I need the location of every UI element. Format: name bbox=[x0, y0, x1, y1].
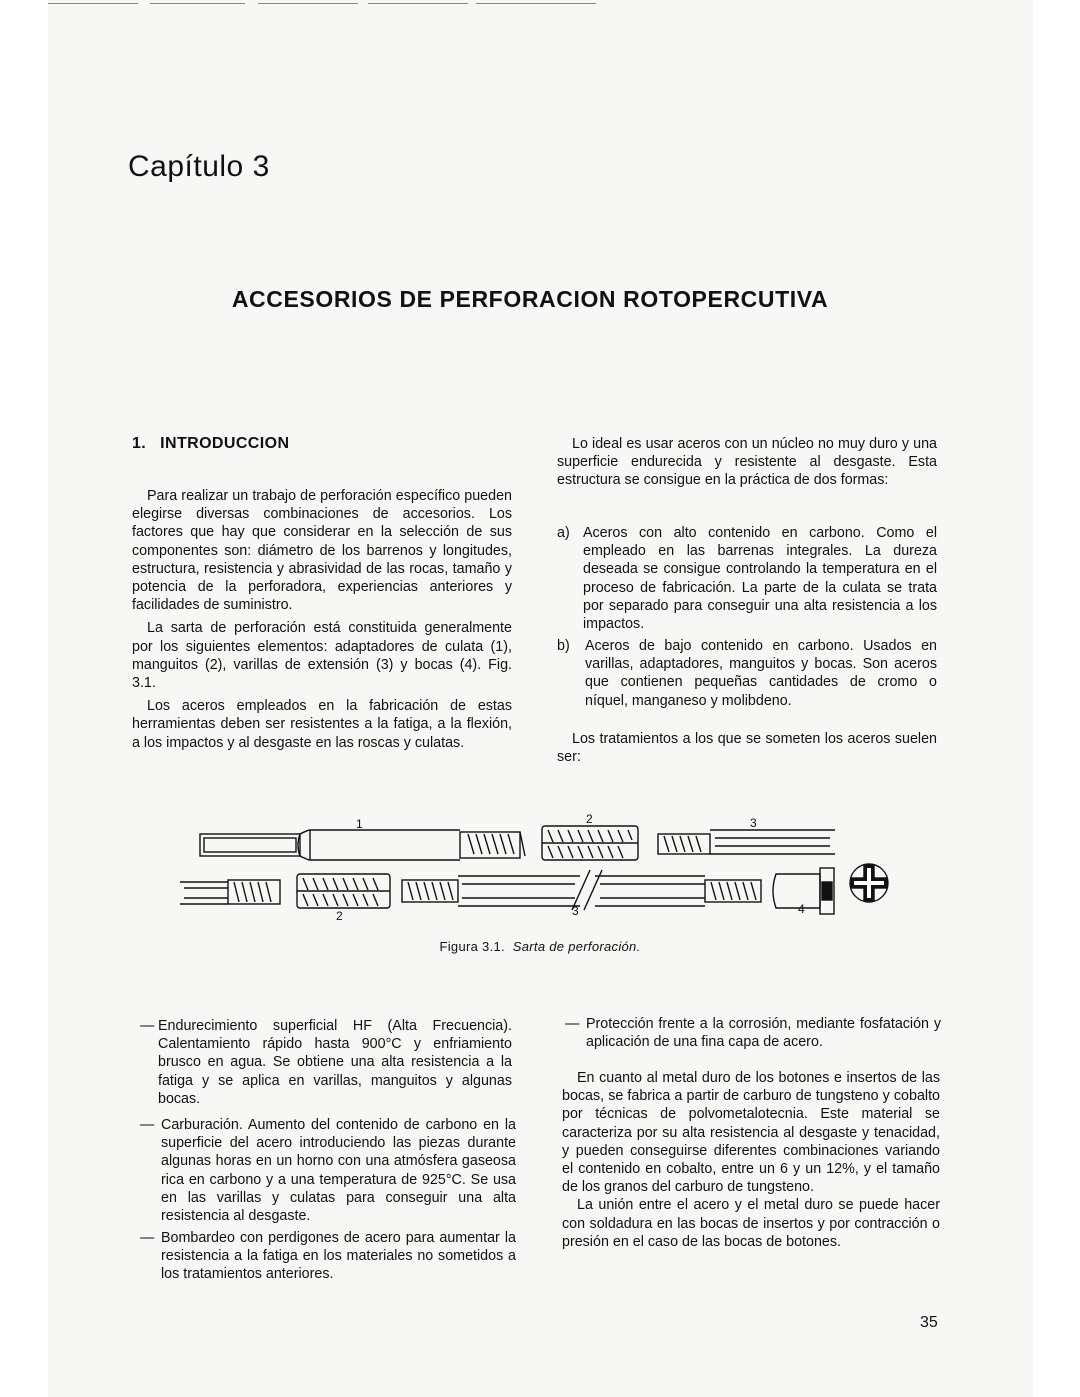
paragraph: Para realizar un trabajo de perforación específico pueden elegirse diversas combinaciones de accesorios. Los factores que hay que considerar en la selección de sus componentes son: diámetro de los barrenos y longitudes, estructura, resistencia y abrasividad de las rocas, tamaño y potencia de la perforadora, experiencias anteriores y facilidades de suministro. bbox=[132, 488, 512, 614]
list-text: Endurecimiento superficial HF (Alta Frecuencia). Calentamiento rápido hasta 900°C y enfriamiento brusco en agua. Se obtiene una alta resistencia a la fatiga y se aplica en varillas, manguitos y algunas bocas. bbox=[158, 1018, 512, 1107]
paragraph: En cuanto al metal duro de los botones e insertos de las bocas, se fabrica a partir de carburo de tungsteno y cobalto por técnicas de polvometalotecnia. Este material se caracteriza por su alta resistencia al desgaste y tenacidad, y pueden conseguirse diferentes combinaciones variando el contenido en cobalto, entre un 6 y un 12%, y el tamaño de los granos del carburo de tungsteno. bbox=[562, 1070, 940, 1196]
list-marker: — bbox=[140, 1018, 155, 1034]
figure-number: Figura 3.1. bbox=[439, 939, 505, 954]
figure-label: 2 bbox=[336, 909, 343, 923]
right-bottom-text bbox=[562, 1069, 940, 1251]
list-text: Protección frente a la corrosión, mediante fosfatación y aplicación de una fina capa de acero. bbox=[586, 1016, 941, 1051]
list-marker: — bbox=[140, 1117, 155, 1133]
paragraph: La sarta de perforación está constituida generalmente por los siguientes elementos: adaptadores de culata (1), manguitos (2), varillas de extensión (3) y bocas (4). Fig. 3.1. bbox=[132, 620, 512, 692]
left-column-text bbox=[132, 487, 512, 752]
figure-label: 3 bbox=[750, 816, 757, 830]
drill-string-figure bbox=[170, 812, 910, 932]
list-marker: a) bbox=[557, 525, 570, 541]
top-rule bbox=[48, 3, 138, 4]
paragraph: Los tratamientos a los que se someten los aceros suelen ser: bbox=[557, 731, 937, 766]
coupling-sleeve-drawing bbox=[297, 874, 390, 908]
page-number: 35 bbox=[920, 1314, 938, 1331]
figure-label: 3 bbox=[572, 904, 579, 918]
extension-rod-drawing bbox=[402, 870, 761, 910]
section-title: INTRODUCCION bbox=[160, 435, 290, 452]
list-text: Aceros con alto contenido en carbono. Como el empleado en las barrenas integrales. La dureza deseada se consigue controlando la temperatura en el proceso de fabricación. La parte de la culata se trata por separado para conseguir una alta resistencia a los impactos. bbox=[583, 525, 937, 633]
figure-caption bbox=[0, 939, 1080, 954]
figure-label: 2 bbox=[586, 812, 593, 826]
list-text: Aceros de bajo contenido en carbono. Usados en varillas, adaptadores, manguitos y bocas. Son aceros que contienen pequeñas cantidades de cromo o níquel, manganeso y molibdeno. bbox=[585, 638, 937, 709]
top-rule bbox=[150, 3, 245, 4]
top-rule bbox=[476, 3, 596, 4]
list-item bbox=[557, 637, 937, 717]
top-rule bbox=[258, 3, 358, 4]
rod-end-drawing bbox=[180, 880, 280, 904]
right-intro bbox=[557, 435, 937, 490]
figure-label: 1 bbox=[356, 817, 363, 831]
coupling-sleeve-drawing bbox=[542, 826, 638, 860]
right-treatments-intro bbox=[557, 730, 937, 766]
list-marker: b) bbox=[557, 638, 570, 654]
section-heading bbox=[132, 435, 289, 453]
list-text: Bombardeo con perdigones de acero para aumentar la resistencia a la fatiga en los materiales no sometidos a los tratamientos anteriores. bbox=[161, 1230, 516, 1283]
list-text: Carburación. Aumento del contenido de carbono en la superficie del acero introduciendo las piezas durante algunas horas en un horno con una atmósfera gaseosa rica en carbono y a una temperatura de 925°C. Se usa en las varillas y culatas para conseguir una alta resistencia al desgaste. bbox=[161, 1117, 516, 1225]
paragraph: La unión entre el acero y el metal duro se puede hacer con soldadura en las bocas de insertos y por contracción o presión en el caso de las bocas de botones. bbox=[562, 1197, 940, 1250]
list-item bbox=[140, 1017, 512, 1109]
list-item bbox=[557, 524, 937, 634]
figure-caption-text: Sarta de perforación. bbox=[512, 939, 641, 954]
bit-face-drawing bbox=[850, 864, 888, 902]
figure-label: 4 bbox=[798, 902, 805, 916]
list-item bbox=[140, 1229, 516, 1285]
paragraph: Lo ideal es usar aceros con un núcleo no muy duro y una superficie endurecida y resistente al desgaste. Esta estructura se consigue en la práctica de dos formas: bbox=[557, 436, 937, 489]
paragraph: Los aceros empleados en la fabricación de estas herramientas deben ser resistentes a la fatiga, a la flexión, a los impactos y al desgaste en las roscas y culatas. bbox=[132, 698, 512, 751]
top-rule bbox=[368, 3, 468, 4]
section-number: 1. bbox=[132, 435, 147, 452]
list-item bbox=[140, 1116, 516, 1226]
list-marker: — bbox=[565, 1016, 580, 1032]
list-item bbox=[565, 1015, 941, 1055]
list-marker: — bbox=[140, 1230, 155, 1246]
chapter-heading: Capítulo 3 bbox=[128, 150, 270, 183]
extension-rod-drawing bbox=[658, 830, 835, 854]
shank-adapter-drawing bbox=[200, 830, 525, 860]
chapter-title: ACCESORIOS DE PERFORACION ROTOPERCUTIVA bbox=[231, 286, 829, 312]
